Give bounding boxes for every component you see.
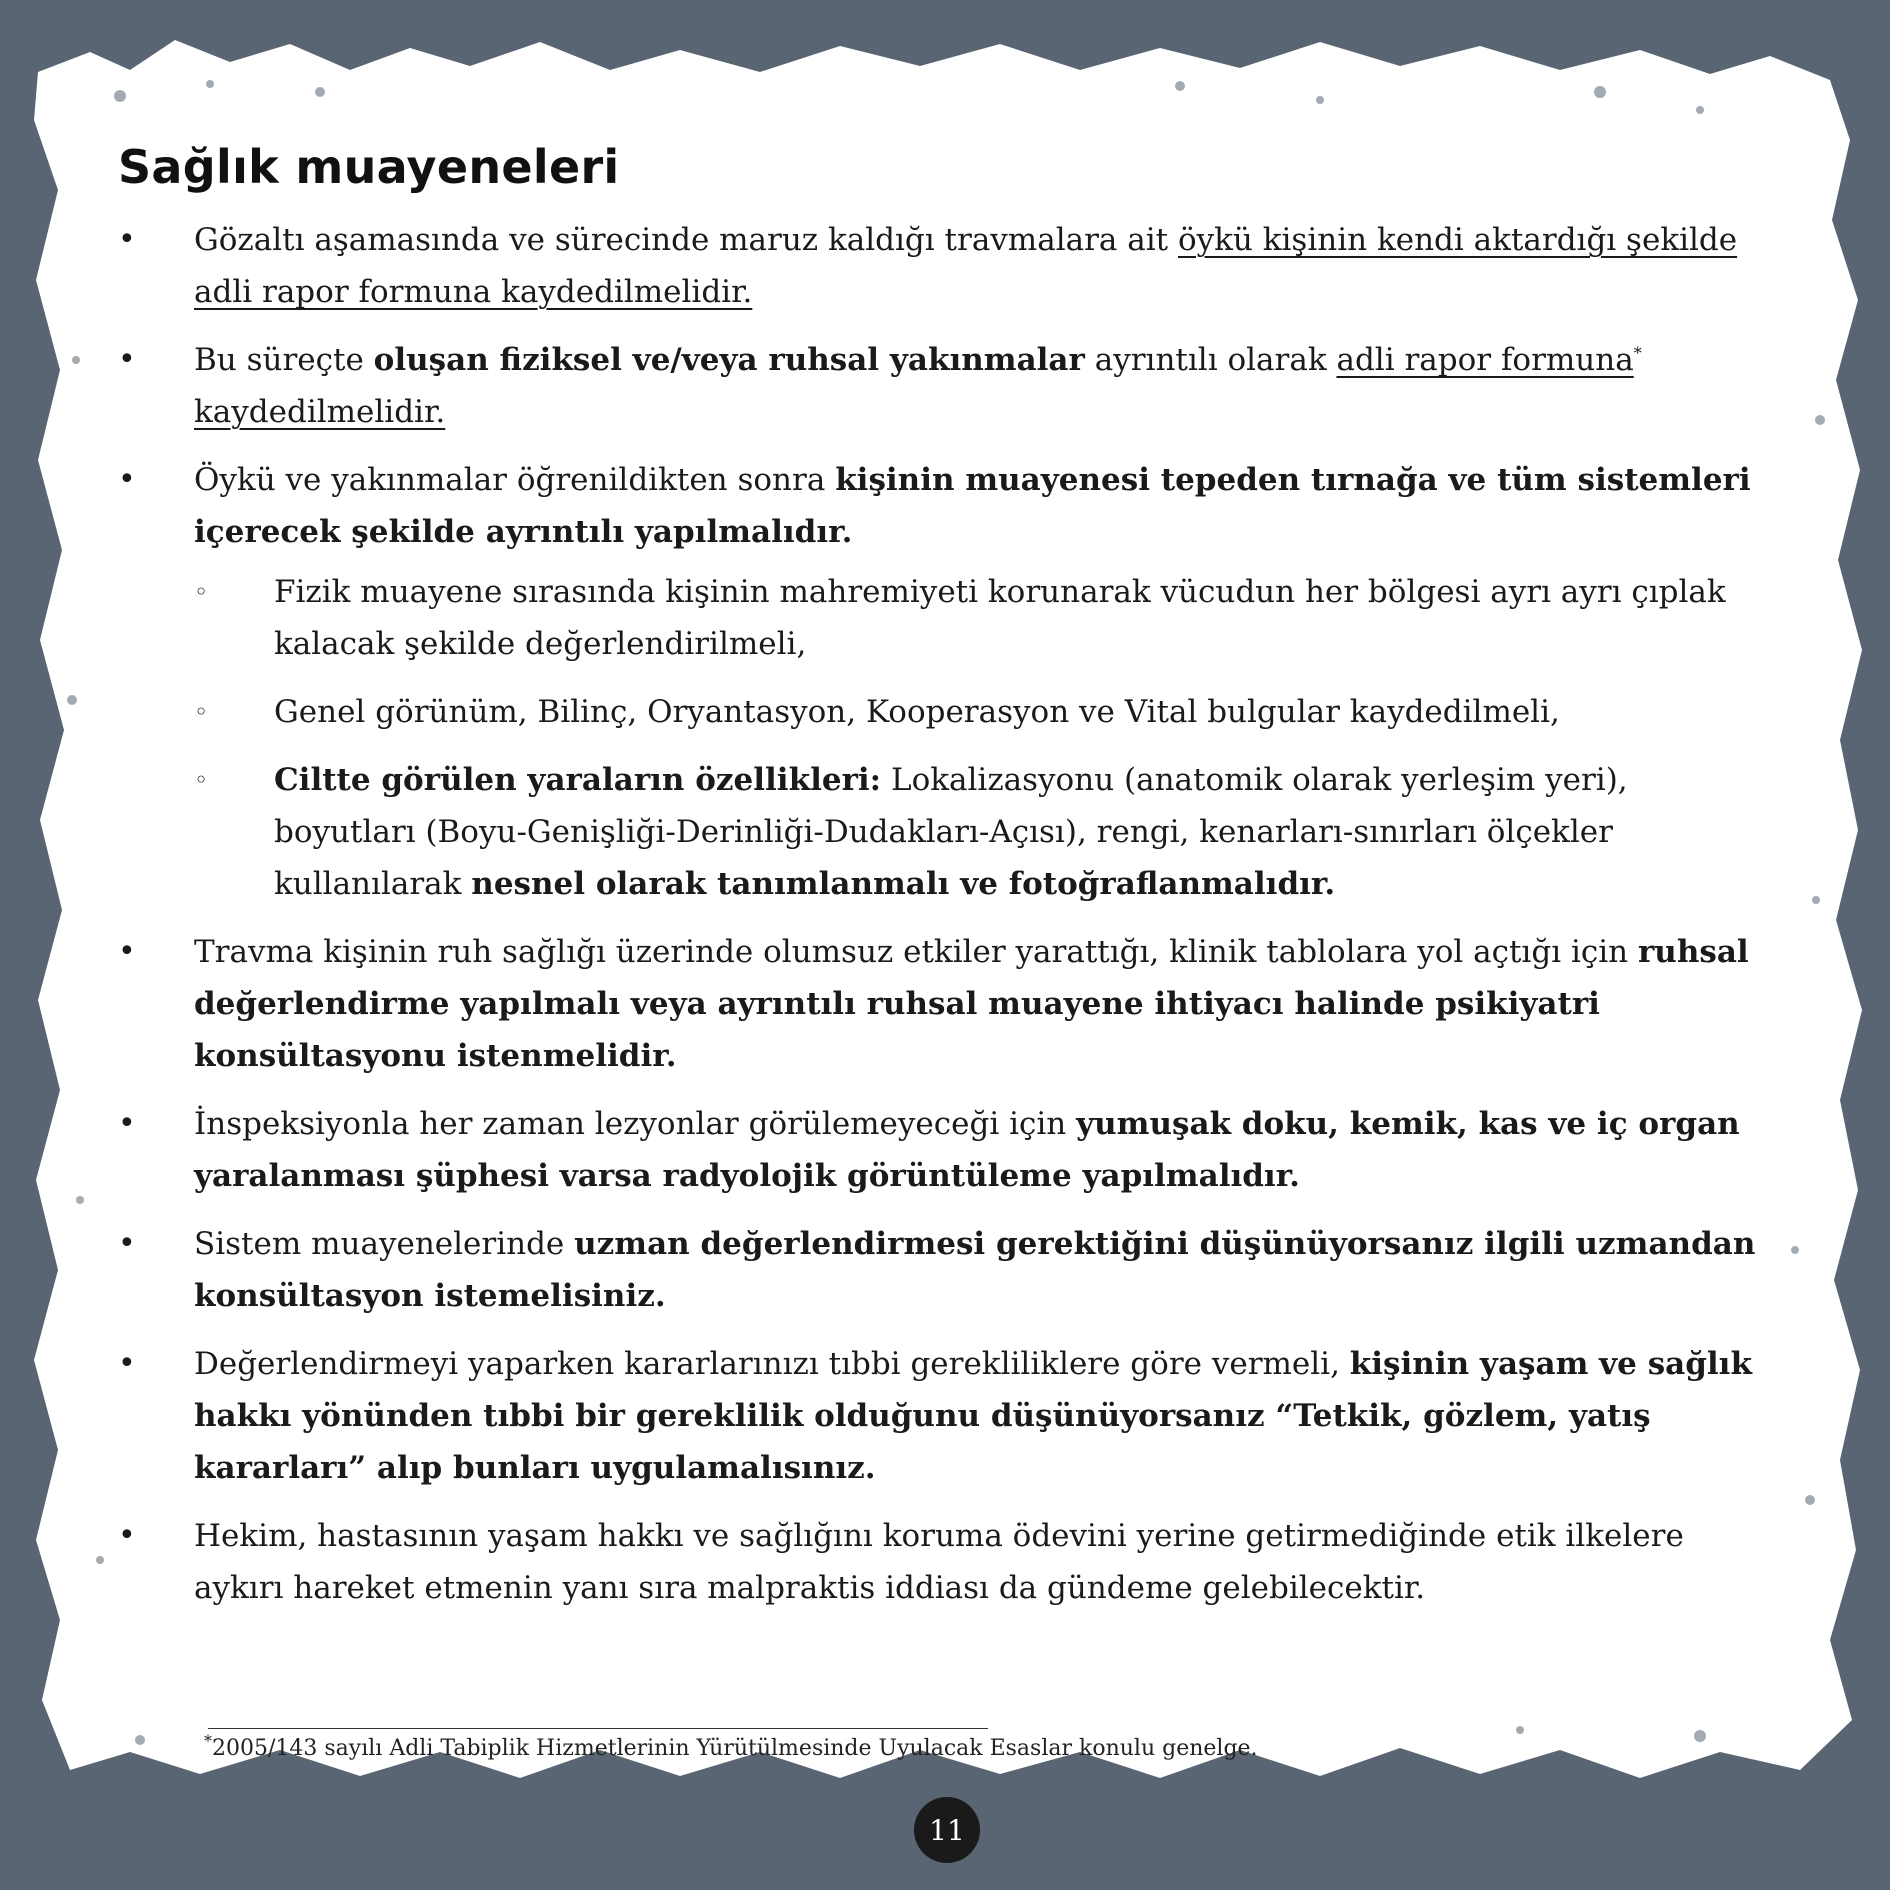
text-segment: Bu süreçte — [194, 342, 374, 378]
footnote-ref: * — [1633, 343, 1642, 363]
text-segment: Öykü ve yakınmalar öğrenildikten sonra — [194, 462, 836, 498]
list-item — [118, 1510, 1768, 1614]
footnote-divider — [208, 1728, 988, 1729]
text-segment: Travma kişinin ruh sağlığı üzerinde olumsuz etkiler yarattığı, klinik tablolara yol açtığı için — [194, 934, 1638, 970]
text-segment: Fizik muayene sırasında kişinin mahremiyeti korunarak vücudun her bölgesi ayrı ayrı çıplak kalacak şekilde değerlendirilmeli, — [274, 574, 1726, 662]
page-number: 11 — [914, 1797, 980, 1863]
text-segment: Gözaltı aşamasında ve sürecinde maruz kaldığı travmalara ait — [194, 222, 1178, 258]
footnote-text: 2005/143 sayılı Adli Tabiplik Hizmetlerinin Yürütülmesinde Uyulacak Esaslar konulu genelge. — [212, 1736, 1258, 1761]
text-segment: Genel görünüm, Bilinç, Oryantasyon, Kooperasyon ve Vital bulgular kaydedilmeli, — [274, 694, 1560, 730]
text-segment: Değerlendirmeyi yaparken kararlarınızı tıbbi gerekliliklere göre vermeli, — [194, 1346, 1350, 1382]
text-segment: Sistem muayenelerinde — [194, 1226, 575, 1262]
sub-list — [194, 566, 1768, 910]
text-segment: yumuşak doku, kemik, kas ve iç organ yaralanması şüphesi varsa radyolojik görüntüleme yapılmalıdır. — [194, 1106, 1740, 1194]
text-segment: ayrıntılı olarak — [1084, 342, 1337, 378]
text-segment: oluşan fiziksel ve/veya ruhsal yakınmalar — [373, 342, 1085, 378]
sub-list-item — [194, 566, 1768, 670]
text-segment: öykü kişinin kendi aktardığı şekilde adli rapor formuna kaydedilmelidir. — [194, 222, 1738, 310]
footnote-marker: * — [204, 1731, 212, 1751]
list-item — [118, 454, 1768, 910]
list-item — [118, 1098, 1768, 1202]
document-page — [118, 140, 1768, 1760]
text-segment: nesnel olarak tanımlanmalı ve fotoğraflanmalıdır. — [471, 866, 1336, 902]
text-segment: Ciltte görülen yaraların özellikleri: — [274, 762, 882, 798]
list-item — [118, 926, 1768, 1082]
text-segment: kaydedilmelidir. — [194, 394, 446, 430]
list-item — [118, 1338, 1768, 1494]
sub-list-item — [194, 754, 1768, 910]
sub-list-item — [194, 686, 1768, 738]
list-item — [118, 1218, 1768, 1322]
page-title: Sağlık muayeneleri — [118, 140, 620, 194]
list-item — [118, 334, 1768, 438]
text-segment: uzman değerlendirmesi gerektiğini düşünüyorsanız ilgili uzmandan konsültasyon istemelisiniz. — [194, 1226, 1756, 1314]
bullet-list — [118, 214, 1768, 1614]
text-segment: Lokalizasyonu (anatomik olarak yerleşim yeri), boyutları (Boyu-Genişliği-Derinliği-Dudakları-Açısı), rengi, kenarları-sınırları ölçekler kullanılarak — [274, 762, 1628, 902]
text-segment: kişinin yaşam ve sağlık hakkı yönünden tıbbi bir gereklilik olduğunu düşünüyorsanız “Tetkik, gözlem, yatış kararları” alıp bunları uygulamalısınız. — [194, 1346, 1752, 1486]
text-segment: Hekim, hastasının yaşam hakkı ve sağlığını koruma ödevini yerine getirmediğinde etik ilkelere aykırı hareket etmenin yanı sıra malpraktis iddiası da gündeme gelebilecektir. — [194, 1518, 1684, 1606]
list-item — [118, 214, 1768, 318]
text-segment: İnspeksiyonla her zaman lezyonlar görülemeyeceği için — [194, 1106, 1077, 1142]
text-segment: adli rapor formuna — [1336, 342, 1634, 378]
text-segment: kişinin muayenesi tepeden tırnağa ve tüm sistemleri içerecek şekilde ayrıntılı yapılmalıdır. — [194, 462, 1751, 550]
footnote — [204, 1731, 1258, 1761]
text-segment: ruhsal değerlendirme yapılmalı veya ayrıntılı ruhsal muayene ihtiyacı halinde psikiyatri konsültasyonu istenmelidir. — [194, 934, 1749, 1074]
